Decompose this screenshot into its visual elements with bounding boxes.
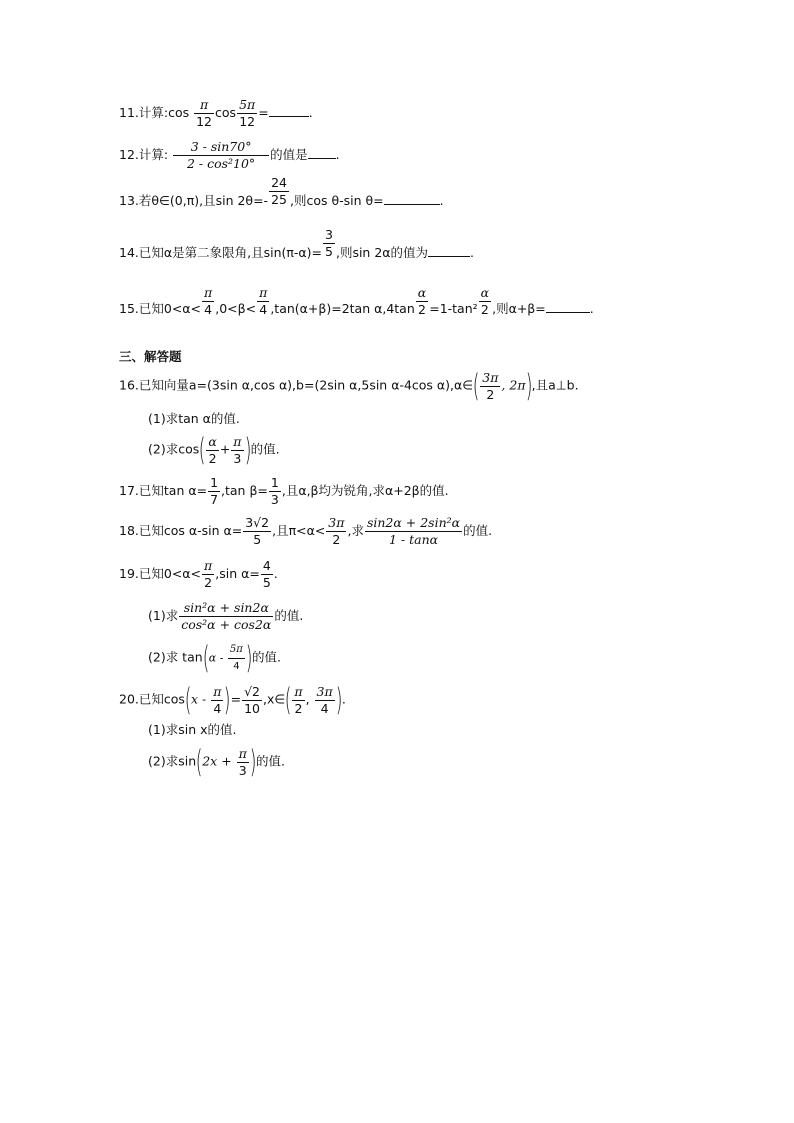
fraction-pi-over-2: $\frac{\pi}{2}$	[204, 558, 213, 590]
question-12: 12.计算: $\frac{3 - \sin 70^\circ}{\text{2 - cos²10°}}$ 的值是 .	[119, 139, 340, 171]
fraction-1-3: $\frac{1}{3}$	[270, 475, 279, 507]
answer-blank[interactable]	[546, 300, 590, 313]
fraction-3root2-over-5: $\frac{3√2}{5}$	[245, 515, 270, 547]
question-18: 18.已知cos α-sin α= $\frac{3√2}{5}$ ,且π<α< $\frac{3\pi}{2}$ ,求 $\frac{\text{sin2α + 2sin²α}}{1 - \tan\alpha}$ 的值.	[119, 515, 493, 547]
fraction-3-5: $\frac{3}{5}$	[325, 227, 333, 259]
question-20: 20.已知cos(x - $\frac{\pi}{4}$ )= $\frac{√2}{10}$ ,x∈( $\frac{\pi}{2}$ , $\frac{3\pi}{4}$ ).	[119, 682, 346, 718]
fraction-expression: $\frac{\text{sin2α + 2sin²α}}{1 - \tan\alpha}$	[366, 515, 461, 547]
fraction-root2-over-10: $\frac{√2}{10}$	[244, 683, 260, 716]
fraction-5pi-over-12: $\frac{5\pi}{12}$	[239, 97, 256, 129]
question-17: 17.已知tan α= $\frac{1}{7}$ ,tan β= $\frac{1}{3}$ ,且α,β均为锐角,求α+2β的值.	[119, 475, 449, 507]
fraction-pi-over-3: $\frac{\pi}{3}$	[233, 433, 242, 466]
question-11: 11.计算:cos $\frac{\pi}{12}$ cos $\frac{5\pi}{12}$ = .	[119, 97, 313, 129]
fraction-3pi-over-4: $\frac{3\pi}{4}$	[316, 683, 333, 716]
fraction-4-5: $\frac{4}{5}$	[262, 558, 271, 590]
question-16-part-2: (2)求cos( $\frac{\alpha}{2}$ + $\frac{\pi}{3}$ )的值.	[148, 432, 280, 468]
fraction-pi-over-12: $\frac{\pi}{12}$	[196, 97, 213, 129]
fraction-1-7: $\frac{1}{7}$	[210, 475, 219, 507]
fraction-5pi-over-4: $\frac{5\pi}{4}$	[229, 643, 243, 672]
fraction-expression: $\frac{\text{sin²α + sin2α}}{\text{cos²α + cos2α}}$	[181, 600, 272, 632]
fraction-pi-over-4: $\frac{\pi}{4}$	[204, 285, 213, 317]
question-19-part-1: (1)求 $\frac{\text{sin²α + sin2α}}{\text{cos²α + cos2α}}$ 的值.	[148, 600, 304, 632]
fraction-3pi-over-2: $\frac{3\pi}{2}$	[482, 369, 499, 402]
fraction-pi-over-3: $\frac{\pi}{3}$	[238, 745, 247, 778]
question-16: 16.已知向量a=(3sin α,cos α),b=(2sin α,5sin α-4cos α),α∈( $\frac{3\pi}{2}$ , 2π),且a⊥b.	[119, 368, 579, 404]
fraction-3pi-over-2: $\frac{3\pi}{2}$	[328, 515, 345, 547]
fraction-24-25: $\frac{24}{25}$	[271, 175, 287, 207]
fraction-alpha-over-2: $\frac{\alpha}{2}$	[417, 285, 427, 317]
question-19-part-2: (2)求 tan(α - $\frac{5\pi}{4}$ )的值.	[148, 640, 281, 676]
fraction-alpha-over-2: $\frac{\alpha}{2}$	[480, 285, 490, 317]
fraction-alpha-over-2: $\frac{\alpha}{2}$	[208, 433, 217, 466]
answer-blank[interactable]	[308, 146, 336, 159]
question-19: 19.已知0<α< $\frac{\pi}{2}$ ,sin α= $\frac{4}{5}$ .	[119, 558, 278, 590]
answer-blank[interactable]	[384, 192, 440, 205]
fraction-pi-over-4: $\frac{\pi}{4}$	[213, 683, 222, 716]
fraction-pi-over-2: $\frac{\pi}{2}$	[294, 683, 303, 716]
fraction-expression: $\frac{3 - \sin 70^\circ}{\text{2 - cos²10°}}$	[173, 140, 269, 171]
question-13: 13.若θ∈(0,π),且sin 2θ=- $\frac{24}{25}$ ,则cos θ-sin θ= .	[119, 175, 444, 208]
section-heading: 三、解答题	[119, 349, 182, 364]
answer-blank[interactable]	[428, 244, 470, 257]
question-15: 15.已知0<α< $\frac{\pi}{4}$ ,0<β< $\frac{\pi}{4}$ ,tan(α+β)=2tan α,4tan $\frac{\alpha}{2}$ =1-tan² $\frac{\alpha}{2}$ ,则α+β= .	[119, 285, 594, 317]
question-20-part-2: (2)求sin(2x + $\frac{\pi}{3}$ )的值.	[148, 744, 285, 780]
fraction-pi-over-4: $\frac{\pi}{4}$	[259, 285, 268, 317]
question-14: 14.已知α是第二象限角,且sin(π-α)= $\frac{3}{5}$ ,则sin 2α的值为 .	[119, 227, 475, 260]
q11-prefix: 11.计算:cos	[119, 105, 190, 120]
question-20-part-1: (1)求sin x的值.	[148, 722, 237, 737]
answer-blank[interactable]	[269, 104, 309, 117]
question-16-part-1: (1)求tan α的值.	[148, 411, 240, 426]
